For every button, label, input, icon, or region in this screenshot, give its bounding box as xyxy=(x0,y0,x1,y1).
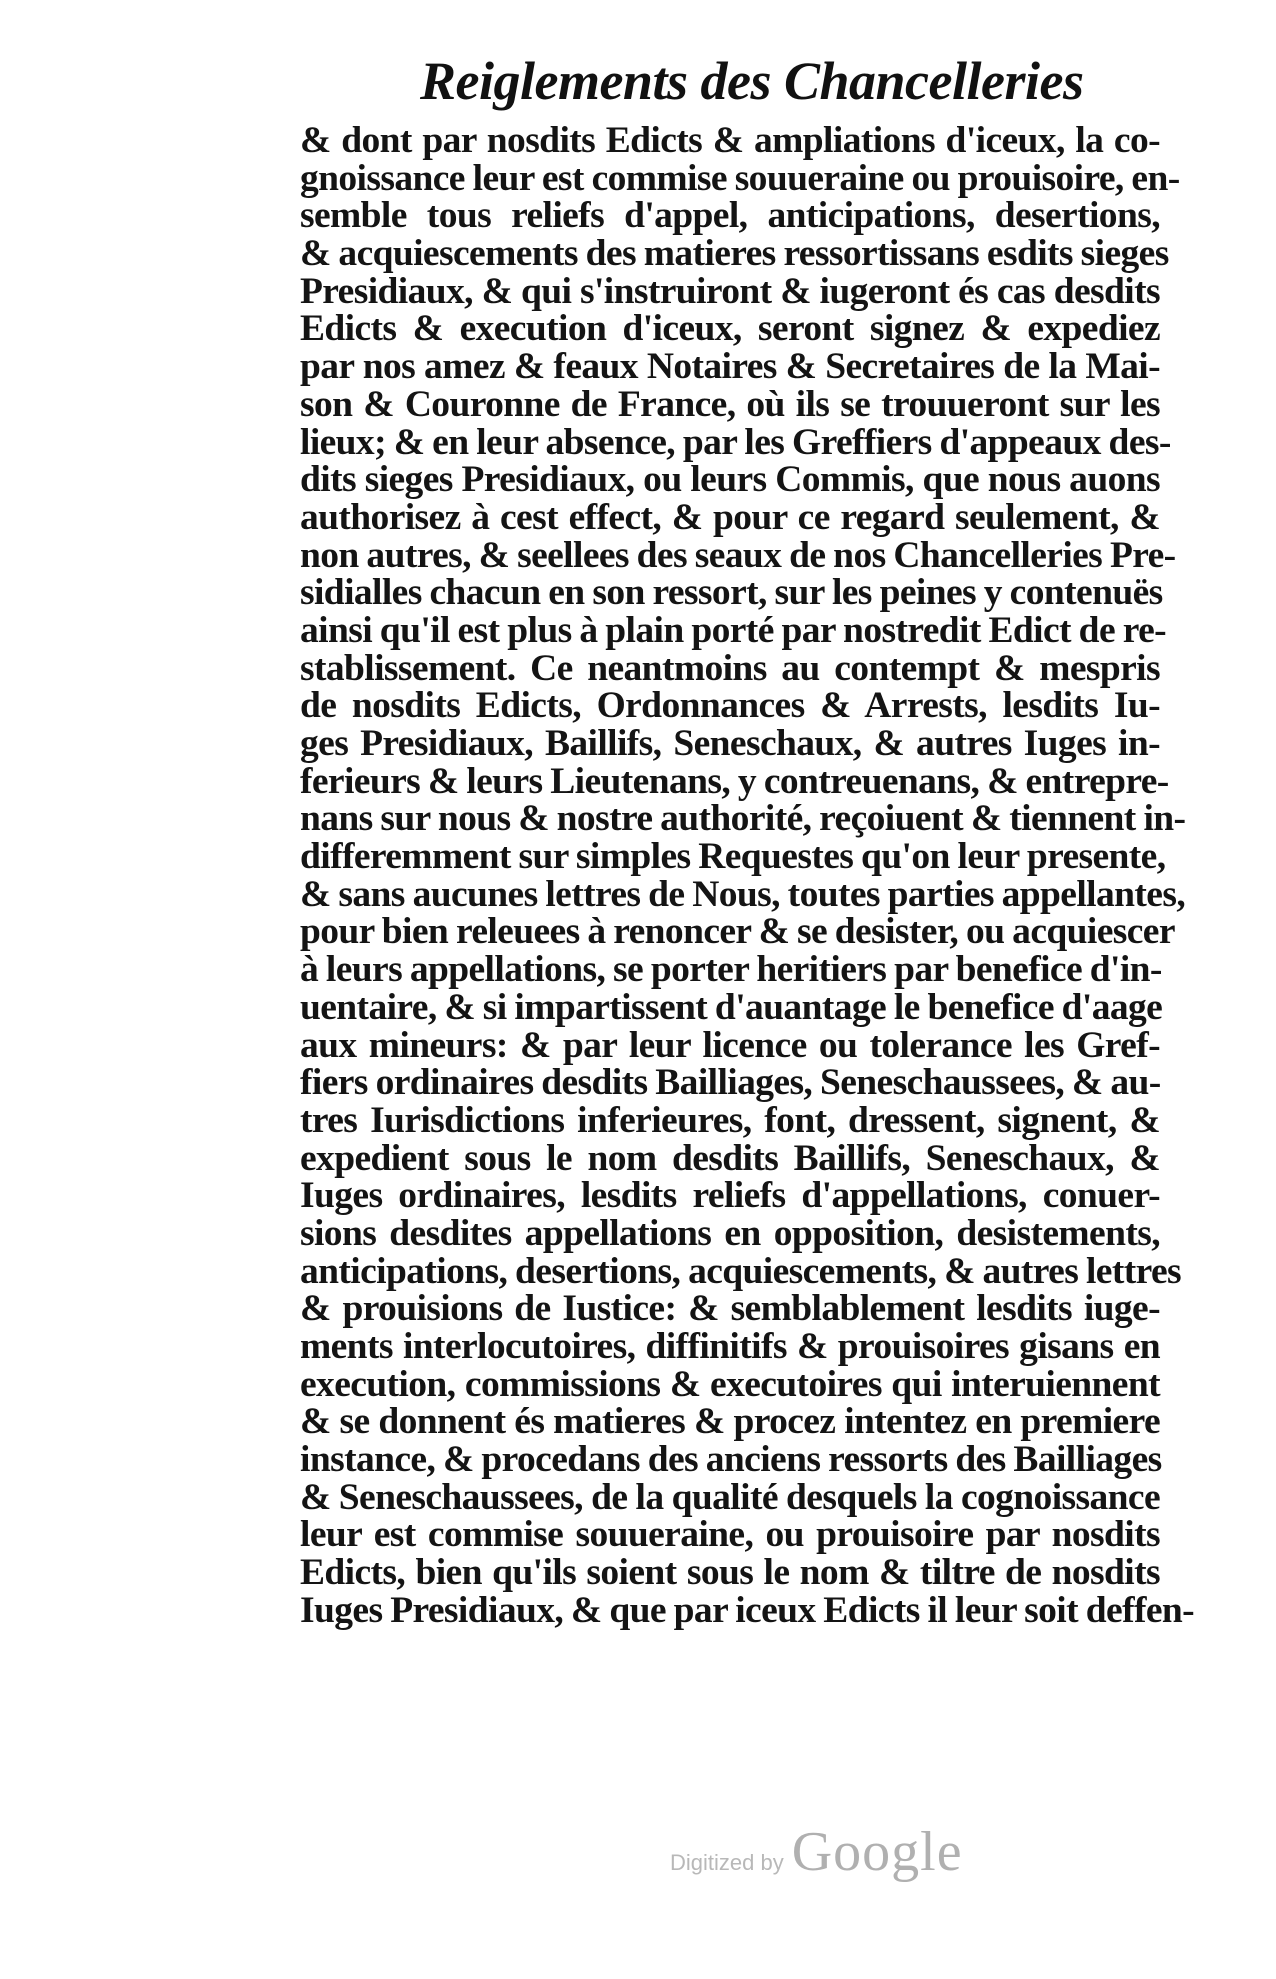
text-line: tres Iurisdictions inferieures, font, dressent, signent, & xyxy=(300,1099,1160,1141)
text-line: & se donnent és matieres & procez intentez en premiere xyxy=(300,1401,1160,1443)
text-line: gnoissance leur est commise souueraine ou prouisoire, en- xyxy=(300,157,1180,199)
text-line: aux mineurs: & par leur licence ou tolerance les Gref- xyxy=(300,1024,1160,1066)
text-line: par nos amez & feaux Notaires & Secretaires de la Mai- xyxy=(300,346,1160,388)
text-line: son & Couronne de France, où ils se trouueront sur les xyxy=(300,383,1160,425)
text-line: dits sieges Presidiaux, ou leurs Commis, que nous auons xyxy=(300,459,1160,501)
text-line: anticipations, desertions, acquiescements, & autres lettres xyxy=(300,1250,1182,1292)
text-line: ments interlocutoires, diffinitifs & prouisoires gisans en xyxy=(300,1326,1160,1367)
text-line: execution, commissions & executoires qui interuiennent xyxy=(300,1363,1160,1405)
watermark-small-text: Digitized by xyxy=(670,1850,784,1875)
text-line: pour bien releuees à renoncer & se desister, ou acquiescer xyxy=(300,911,1175,953)
watermark-logo-text: Google xyxy=(791,1821,963,1883)
text-line: semble tous reliefs d'appel, anticipations, desertions, xyxy=(300,195,1160,237)
text-line: Presidiaux, & qui s'instruiront & iugeront és cas desdits xyxy=(300,270,1160,312)
text-line: nans sur nous & nostre authorité, reçoiuent & tiennent in- xyxy=(300,798,1186,840)
text-line: Edicts & execution d'iceux, seront signez & expediez xyxy=(300,308,1160,350)
text-line: Iuges ordinaires, lesdits reliefs d'appellations, conuer- xyxy=(300,1175,1160,1217)
text-line: expedient sous le nom desdits Baillifs, Seneschaux, & xyxy=(300,1137,1160,1179)
text-line: non autres, & seellees des seaux de nos Chancelleries Pre- xyxy=(300,534,1176,576)
text-line: fiers ordinaires desdits Bailliages, Seneschaussees, & au- xyxy=(300,1062,1161,1104)
text-line: ges Presidiaux, Baillifs, Seneschaux, & autres Iuges in- xyxy=(300,723,1160,764)
text-line: à leurs appellations, se porter heritiers par benefice d'in- xyxy=(300,949,1162,991)
text-line: ferieurs & leurs Lieutenans, y contreuenans, & entrepre- xyxy=(300,760,1169,802)
text-line: & Seneschaussees, de la qualité desquels la cognoissance xyxy=(300,1476,1160,1518)
text-line: authorisez à cest effect, & pour ce regard seulement, & xyxy=(300,496,1160,538)
text-line: & prouisions de Iustice: & semblablement lesdits iuge- xyxy=(300,1288,1160,1330)
text-line: de nosdits Edicts, Ordonnances & Arrests, lesdits Iu- xyxy=(300,685,1160,727)
text-line: Iuges Presidiaux, & que par iceux Edicts il leur soit deffen- xyxy=(300,1589,1195,1631)
body-text xyxy=(300,120,1195,1631)
text-line: Edicts, bien qu'ils soient sous le nom & tiltre de nosdits xyxy=(300,1552,1160,1594)
text-line: instance, & procedans des anciens ressorts des Bailliages xyxy=(300,1439,1162,1481)
text-line: sidialles chacun en son ressort, sur les peines y contenuës xyxy=(300,572,1163,614)
text-line: & sans aucunes lettres de Nous, toutes parties appellantes, xyxy=(300,873,1186,915)
text-line: uentaire, & si impartissent d'auantage le benefice d'aage xyxy=(300,986,1163,1028)
text-line: leur est commise souueraine, ou prouisoire par nosdits xyxy=(300,1514,1160,1556)
running-head: Reiglements des Chancelleries xyxy=(420,51,1084,111)
text-line: lieux; & en leur absence, par les Greffiers d'appeaux des- xyxy=(300,421,1171,463)
text-line: & dont par nosdits Edicts & ampliations d'iceux, la co- xyxy=(300,120,1160,161)
digitized-watermark xyxy=(670,1820,963,1890)
text-line: stablissement. Ce neantmoins au contempt & mespris xyxy=(300,647,1160,689)
text-line: differemment sur simples Requestes qu'on leur presente, xyxy=(300,836,1166,878)
text-line: sions desdites appellations en opposition, desistements, xyxy=(300,1212,1160,1254)
text-line: & acquiescements des matieres ressortissans esdits sieges xyxy=(300,233,1169,275)
text-line: ainsi qu'il est plus à plain porté par nostredit Edict de re- xyxy=(300,609,1167,651)
